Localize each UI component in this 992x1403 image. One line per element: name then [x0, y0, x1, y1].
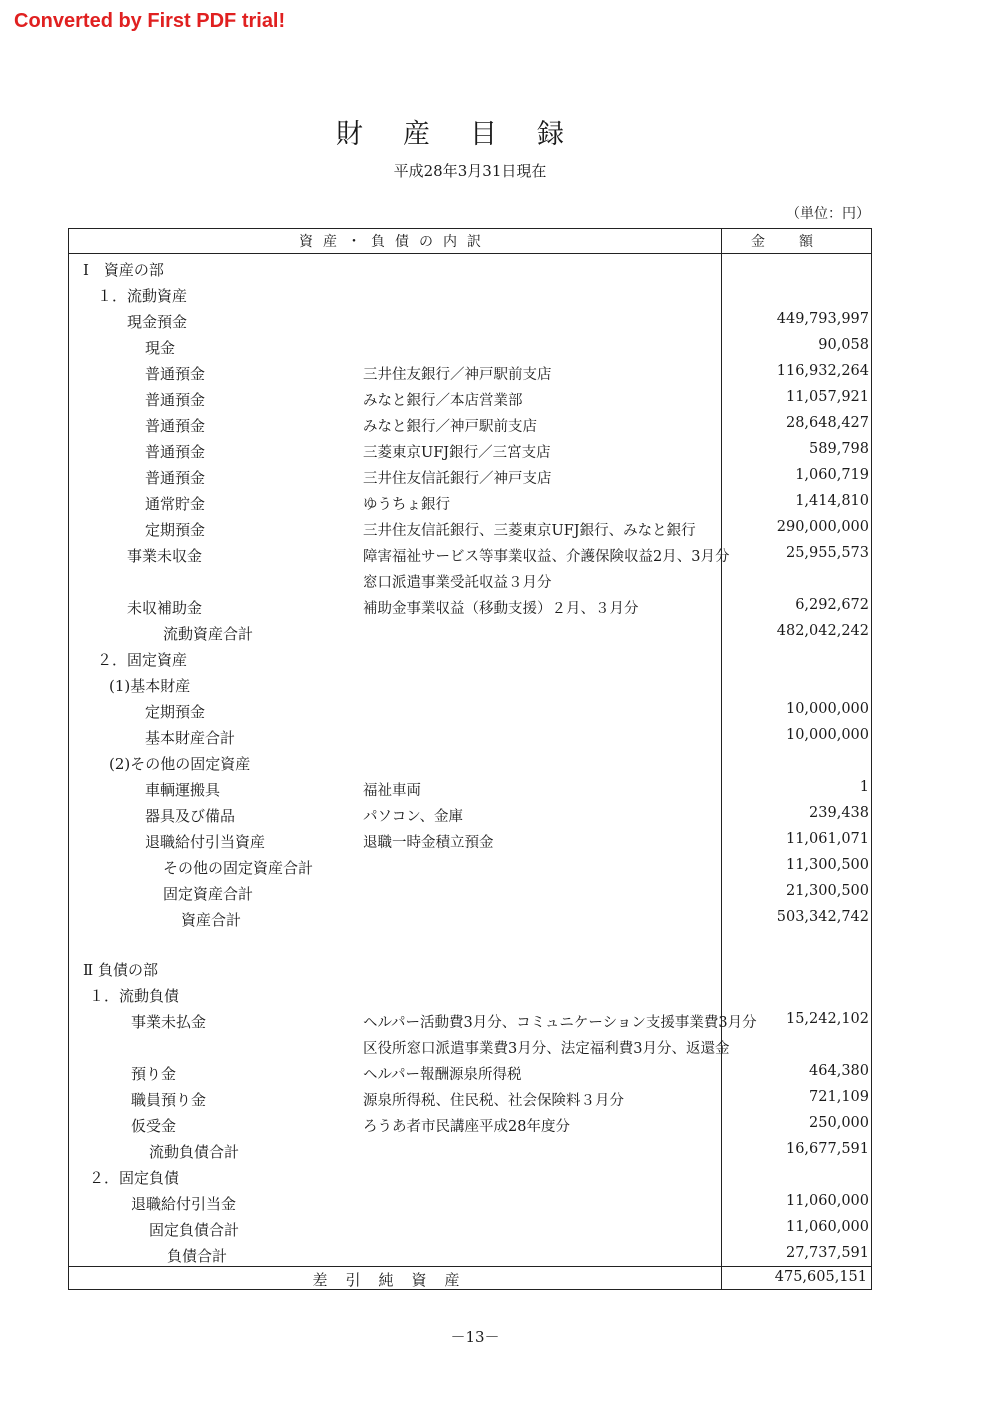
row-label: 固定負債合計 [149, 1221, 240, 1239]
net-assets-divider [69, 1266, 871, 1267]
table-row [69, 519, 873, 543]
row-label: １．流動負債 [89, 987, 180, 1005]
row-detail: パソコン、金庫 [363, 809, 464, 825]
row-label: 普通預金 [145, 443, 206, 461]
row-amount: 11,057,921 [785, 389, 869, 405]
table-row [69, 623, 873, 647]
row-amount: 721,109 [809, 1089, 869, 1105]
table-row [69, 883, 873, 907]
row-amount: 11,060,000 [785, 1219, 869, 1235]
table-row [69, 389, 873, 413]
table-row [69, 805, 873, 829]
table-row [69, 1141, 873, 1165]
row-amount: 10,000,000 [785, 701, 869, 717]
row-amount: 239,438 [809, 805, 869, 821]
row-detail: みなと銀行／本店営業部 [363, 393, 523, 409]
row-label: 普通預金 [145, 417, 206, 435]
row-label: 基本財産合計 [145, 729, 236, 747]
table-row [69, 1167, 873, 1191]
table-row [69, 1037, 873, 1061]
document-date: 平成28年3月31日現在 [393, 162, 547, 180]
row-amount: 90,058 [818, 337, 869, 353]
table-row [69, 493, 873, 517]
row-label: Ⅰ 資産の部 [83, 261, 164, 279]
row-label: 流動資産合計 [163, 625, 254, 643]
row-detail: 三井住友信託銀行／神戸支店 [363, 471, 552, 487]
row-label: 事業未払金 [131, 1013, 207, 1031]
row-amount: 11,300,500 [785, 857, 869, 873]
table-row [69, 985, 873, 1009]
unit-note: （単位：円） [786, 206, 870, 222]
table-row [69, 727, 873, 751]
table-row [69, 753, 873, 777]
table-row [69, 285, 873, 309]
header-amount: 金額 [751, 234, 847, 250]
row-amount: 6,292,672 [795, 597, 869, 613]
page-number: －13－ [450, 1328, 500, 1346]
row-amount: 21,300,500 [785, 883, 869, 899]
row-detail: みなと銀行／神戸駅前支店 [363, 419, 537, 435]
table-row [69, 1011, 873, 1035]
table-row [69, 441, 873, 465]
row-label: 固定資産合計 [163, 885, 254, 903]
row-detail: 三井住友信託銀行、三菱東京UFJ銀行、みなと銀行 [363, 523, 696, 539]
table-row [69, 1219, 873, 1243]
row-detail: 三井住友銀行／神戸駅前支店 [363, 367, 552, 383]
table-row [69, 597, 873, 621]
row-label: 通常貯金 [145, 495, 206, 513]
row-label: 普通預金 [145, 391, 206, 409]
row-detail: 退職一時金積立預金 [363, 835, 494, 851]
row-label: 退職給付引当資産 [145, 833, 266, 851]
row-label: 資産合計 [181, 911, 242, 929]
row-label: 仮受金 [131, 1117, 177, 1135]
row-label: 未収補助金 [127, 599, 203, 617]
row-label: 車輌運搬具 [145, 781, 221, 799]
row-amount: 1 [859, 779, 869, 795]
row-label: (1)基本財産 [109, 677, 191, 695]
row-detail: 福祉車両 [363, 783, 421, 799]
row-detail: ゆうちょ銀行 [363, 497, 450, 513]
row-label: ２．固定負債 [89, 1169, 180, 1187]
row-amount: 25,955,573 [785, 545, 869, 561]
row-amount: 290,000,000 [776, 519, 869, 535]
table-row [69, 545, 873, 569]
table-row [69, 311, 873, 335]
table-row [69, 259, 873, 283]
table-row [69, 1089, 873, 1113]
row-detail: 源泉所得税、住民税、社会保険料３月分 [363, 1093, 624, 1109]
row-amount: 250,000 [809, 1115, 869, 1131]
row-detail: 三菱東京UFJ銀行／三宮支店 [363, 445, 551, 461]
table-row [69, 337, 873, 361]
row-amount: 15,242,102 [785, 1011, 869, 1027]
row-label: １．流動資産 [97, 287, 188, 305]
table-row [69, 779, 873, 803]
inventory-table [68, 228, 872, 1290]
row-label: 現金 [145, 339, 176, 357]
row-label: 負債合計 [167, 1247, 228, 1265]
row-label: 退職給付引当金 [131, 1195, 237, 1213]
row-amount: 482,042,242 [776, 623, 869, 639]
row-label: Ⅱ 負債の部 [83, 961, 158, 979]
row-amount: 464,380 [809, 1063, 869, 1079]
table-row [69, 415, 873, 439]
table-header [69, 229, 871, 254]
row-detail: ヘルパー活動費3月分、コミュニケーション支援事業費3月分 [363, 1015, 757, 1031]
row-label: 事業未収金 [127, 547, 203, 565]
row-detail: 補助金事業収益（移動支援）２月、３月分 [363, 601, 639, 617]
row-detail: 窓口派遣事業受託収益３月分 [363, 575, 552, 591]
row-amount: 1,414,810 [795, 493, 869, 509]
row-detail: ろうあ者市民講座平成28年度分 [363, 1119, 570, 1135]
row-label: 預り金 [131, 1065, 177, 1083]
row-label: その他の固定資産合計 [163, 859, 314, 877]
row-amount: 28,648,427 [785, 415, 869, 431]
row-label: 定期預金 [145, 521, 206, 539]
row-detail: 区役所窓口派遣事業費3月分、法定福利費3月分、返還金 [363, 1041, 730, 1057]
row-label: 現金預金 [127, 313, 188, 331]
row-label: 普通預金 [145, 469, 206, 487]
row-detail: 障害福祉サービス等事業収益、介護保険収益2月、3月分 [363, 549, 730, 565]
row-amount: 589,798 [809, 441, 869, 457]
row-label: 定期預金 [145, 703, 206, 721]
table-row [69, 467, 873, 491]
row-label: 普通預金 [145, 365, 206, 383]
row-detail: ヘルパー報酬源泉所得税 [363, 1067, 522, 1083]
row-label: ２．固定資産 [97, 651, 188, 669]
table-row [69, 1063, 873, 1087]
row-amount: 11,060,000 [785, 1193, 869, 1209]
row-amount: 16,677,591 [785, 1141, 869, 1157]
table-row [69, 1193, 873, 1217]
row-amount: 449,793,997 [776, 311, 869, 327]
row-label: 職員預り金 [131, 1091, 207, 1109]
table-row [69, 1115, 873, 1139]
table-row [69, 701, 873, 725]
table-row [69, 571, 873, 595]
row-amount: 27,737,591 [785, 1245, 869, 1261]
row-amount: 503,342,742 [776, 909, 869, 925]
row-amount: 10,000,000 [785, 727, 869, 743]
row-label: (2)その他の固定資産 [109, 755, 251, 773]
row-label: 器具及び備品 [145, 807, 236, 825]
row-amount: 116,932,264 [776, 363, 869, 379]
table-row [69, 959, 873, 983]
row-amount: 1,060,719 [795, 467, 869, 483]
table-row [69, 649, 873, 673]
table-row [69, 675, 873, 699]
document-title: 財産目録 [336, 119, 604, 150]
row-label: 流動負債合計 [149, 1143, 240, 1161]
trial-watermark: Converted by First PDF trial! [14, 10, 286, 32]
header-description: 資産・負債の内訳 [299, 234, 491, 250]
net-assets-label: 差引純資産 [312, 1271, 478, 1289]
row-amount: 11,061,071 [785, 831, 869, 847]
net-assets-amount: 475,605,151 [774, 1269, 867, 1285]
table-row [69, 909, 873, 933]
table-row [69, 857, 873, 881]
table-row [69, 363, 873, 387]
table-row [69, 831, 873, 855]
